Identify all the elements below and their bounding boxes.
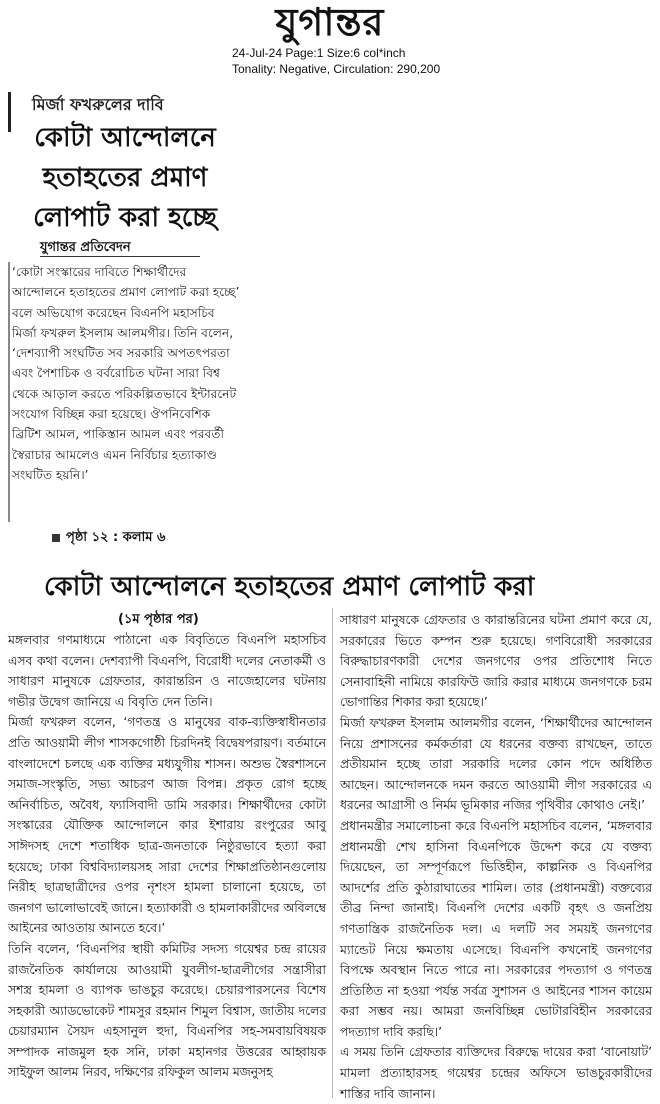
story-kicker: মির্জা ফখরুলের দাবি	[32, 95, 164, 114]
story-lead: ‘কোটা সংস্কারের দাবিতে শিক্ষার্থীদের আন্দোলনে হতাহতের প্রমাণ লোপাট করা হচ্ছে’ বলে অভিযোগ করেছেন বিএনপি মহাসচিব মির্জা ফখরুল ইসলাম আলমগীর। তিনি বলেন, ‘দেশব্যাপী সংঘটিত সব সরকারি অপতৎপরতা এবং পৈশাচিক ও বর্বরোচিত ঘটনা সারা বিশ্ব থেকে আড়াল করতে পরিকল্পিতভাবে ইন্টারনেট সংযোগ বিচ্ছিন্ন করা হয়েছে। ঔপনিবেশিক ব্রিটিশ আমল, পাকিস্তান আমল এবং পরবর্তী স্বৈরাচার আমলেও এমন নির্বিচার হত্যাকাণ্ড সংঘটিত হয়নি।’	[12, 265, 240, 482]
newspaper-logo: যুগান্তর	[275, 0, 385, 44]
body-paragraph: সাধারণ মানুষকে গ্রেফতার ও কারান্তরিনের ঘটনা প্রমাণ করে যে, সরকারের ভিতে কম্পন শুরু হয়েছে। গণবিরোধী সরকারের বিরুদ্ধাচারণকারী দেশের জনগণের ওপর প্রতিশোধ নিতে সেনাবাহিনী নামিয়ে কারফিউ জারি করার মাধ্যমে জনগণকে চরম ভোগান্তির শিকার করা হয়েছে।’	[340, 613, 652, 710]
continuation-column-right	[340, 610, 652, 1104]
body-paragraph: মির্জা ফখরুল বলেন, ‘গণতন্ত্র ও মানুষের বাক-ব্যক্তিস্বাধীনতার প্রতি আওয়ামী লীগ শাসকগোষ্ঠী চিরদিনই বিদ্বেষপরায়ণ। বর্তমানে বাংলাদেশে চলছে এক ব্যক্তির মধ্যযুগীয় শাসন। অশুভ স্বৈরশাসনে সমাজ-সংস্কৃতি, সভ্য আচরণ আজ বিপন্ন। প্রকৃত রোগ হচ্ছে অনির্বাচিত, অবৈধ, ফ্যাসিবাদী ডামি সরকার। শিক্ষার্থীদের কোটা সংস্কারের যৌক্তিক আন্দোলনে কার ইশারায় রংপুরের আবু সাঈদসহ দেশে শতাধিক ছাত্র-জনতাকে নিষ্ঠুরভাবে হত্যা করা হয়েছে; ঢাকা বিশ্ববিদ্যালয়সহ সারা দেশের শিক্ষাপ্রতিষ্ঠানগুলোয় নিরীহ ছাত্রছাত্রীদের ওপর নৃশংস হামলা চালানো হয়েছে, তা জনগণ ভালোভাবেই জানে। হত্যাকারী ও হামলাকারীদের অবিলম্বে আইনের আওতায় আনতে হবে।’	[8, 715, 326, 936]
body-paragraph: এ সময় তিনি গ্রেফতার ব্যক্তিদের বিরুদ্ধে দায়ের করা ‘বানোয়াট’ মামলা প্রত্যাহারসহ গয়েশ্বর চন্দ্রের অফিসে ভাঙচুরকারীদের শাস্তির দাবি জানান।	[340, 1045, 652, 1101]
lead-left-rule	[8, 262, 10, 522]
byline-divider	[40, 256, 200, 257]
kicker-rule	[8, 92, 15, 132]
body-paragraph: মির্জা ফখরুল ইসলাম আলমগীর বলেন, ‘শিক্ষার্থীদের আন্দোলন নিয়ে প্রশাসনের কর্মকর্তারা যে ধরনের বক্তব্য রাখছেন, তাতে প্রতীয়মান হচ্ছে তারা সরকারি দলের কোন পদে অধিষ্ঠিত আছেন। আন্দোলনকে দমন করতে আওয়ামী লীগ সরকারের এ ধরনের আগ্রাসী ও নির্মম ভূমিকার নজির পৃথিবীর কোথাও নেই।’	[340, 715, 652, 813]
story-byline: যুগান্তর প্রতিবেদন	[40, 240, 131, 255]
clipping-tonality-line: Tonality: Negative, Circulation: 290,200	[232, 62, 441, 76]
story-jump-line	[52, 528, 165, 549]
continuation-note: (১ম পৃষ্ঠার পর)	[118, 612, 199, 627]
column-divider	[332, 608, 333, 1098]
body-paragraph: মঙ্গলবার গণমাধ্যমে পাঠানো এক বিবৃতিতে বিএনপি মহাসচিব এসব কথা বলেন। দেশব্যাপী বিএনপি, বিরোধী দলের নেতাকর্মী ও সাধারণ মানুষকে গ্রেফতার, কারান্তরিন ও নাজেহালের ঘটনায় গভীর উদ্বেগ জানিয়ে এ বিবৃতি দেন তিনি।	[8, 633, 326, 709]
continuation-column-left	[8, 630, 326, 1083]
story-headline: কোটা আন্দোলনে হতাহতের প্রমাণ লোপাট করা হচ্ছে	[33, 123, 217, 233]
square-bullet-icon	[52, 534, 60, 542]
body-paragraph: প্রধানমন্ত্রীর সমালোচনা করে বিএনপি মহাসচিব বলেন, ‘মঙ্গলবার প্রধানমন্ত্রী শেখ হাসিনা বিএনপিকে উদ্দেশ করে যে বক্তব্য দিয়েছেন, তা সম্পূর্ণরূপে ভিত্তিহীন, কাল্পনিক ও বিএনপির আদর্শের প্রতি কুঠারাঘাতের শামিল। তার (প্রধানমন্ত্রী) বক্তব্যের তীব্র নিন্দা জানাই। বিএনপি দেশের একটি বৃহৎ ও জনপ্রিয় গণতান্ত্রিক রাজনৈতিক দল। এ দলটি সব সময়ই জনগণের ম্যান্ডেট নিয়ে ক্ষমতায় এসেছে। বিএনপি কখনোই জনগণের বিপক্ষে অবস্থান নিতে পারে না। সরকারের পদত্যাগ ও গণতন্ত্র প্রতিষ্ঠিত না হওয়া পর্যন্ত সর্বত্র সুশাসন ও আইনের শাসন কায়েম করা সম্ভব নয়। আমরা জনবিচ্ছিন্ন ভোটারবিহীন সরকারের পদত্যাগ দাবি করছি।’	[340, 818, 652, 1039]
continuation-headline: কোটা আন্দোলনে হতাহতের প্রমাণ লোপাট করা	[44, 572, 535, 602]
body-paragraph: তিনি বলেন, ‘বিএনপির স্থায়ী কমিটির সদস্য গয়েশ্বর চন্দ্র রায়ের রাজনৈতিক কার্যালয়ে আওয়ামী যুবলীগ-ছাত্রলীগের সন্ত্রাসীরা সশস্ত্র হামলা ও ব্যাপক ভাঙচুর করেছে। চেয়ারপারসনের বিশেষ সহকারী অ্যাডভোকেট শামসুর রহমান শিমুল বিশ্বাস, জাতীয় দলের চেয়ারম্যান সৈয়দ এহসানুল হুদা, বিএনপির সহ-সমবায়বিষয়ক সম্পাদক নাজমুল হক সনি, ঢাকা মহানগর উত্তরের আহ্বায়ক সাইফুল আলম নিরব, দক্ষিণের রফিকুল আলম মজনুসহ	[8, 941, 326, 1080]
clipping-date-line: 24-Jul-24 Page:1 Size:6 col*inch	[232, 46, 406, 60]
jump-text: পৃষ্ঠা ১২ : কলাম ৬	[66, 530, 166, 545]
